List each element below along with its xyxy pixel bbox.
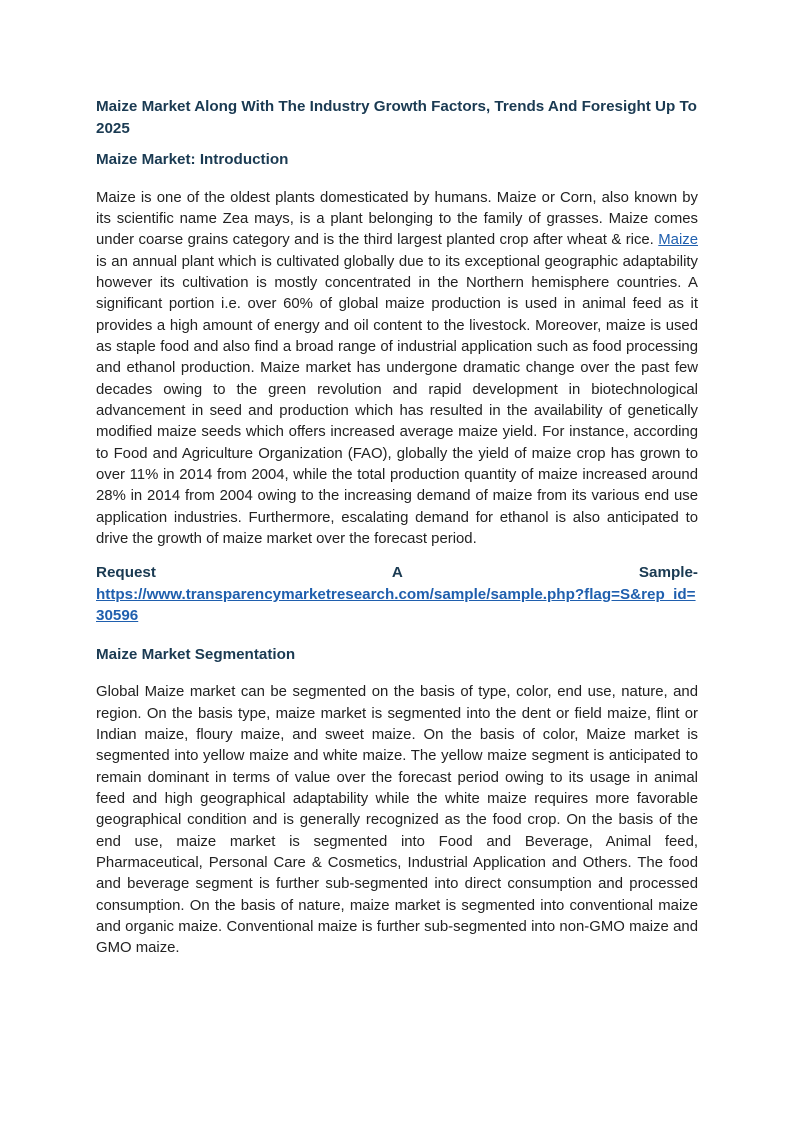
sample-word: Sample-	[638, 564, 698, 582]
document-body	[96, 96, 698, 960]
intro-text-end: is an annual plant which is cultivated globally due to its exceptional geographic adaptability however its cultivation is mostly concentrated in the Northern hemisphere countries. A significant portion i.e. over 60% of global maize production is used in animal feed as it provides a high amount of energy and oil content to the livestock. Moreover, maize is used as staple food and also find a broad range of industrial application such as food processing and ethanol production. Maize market has undergone dramatic change over the past few decades owing to the green revolution and rapid development in biotechnological advancement in seed and production which has resulted in the availability of genetically modified maize seeds which offers increased average maize yield. For instance, according to Food and Agriculture Organization (FAO), globally the yield of maize crop has grown to over 11% in 2014 from 2004, while the total production quantity of maize increased around 28% in 2014 from 2004 owing to the increasing demand of maize from its various end use application industries. Furthermore, escalating demand for ethanol is also anticipated to drive the growth of maize market over the forecast period.	[96, 253, 698, 547]
segmentation-heading: Maize Market Segmentation	[96, 645, 296, 663]
intro-paragraph	[96, 188, 698, 551]
intro-heading: Maize Market: Introduction	[96, 151, 289, 168]
request-sample-block	[96, 562, 698, 627]
sample-request-link[interactable]: https://www.transparencymarketresearch.com/sample/sample.php?flag=S&rep_id=30596	[96, 585, 696, 625]
intro-text-start: Maize is one of the oldest plants domesticated by humans. Maize or Corn, also known by its scientific name Zea mays, is a plant belonging to the family of grasses. Maize comes under coarse grains category and is the third largest planted crop after wheat & rice.	[96, 189, 698, 249]
request-sample-line	[96, 562, 698, 584]
request-word: Request	[96, 564, 156, 582]
segmentation-paragraph: Global Maize market can be segmented on the basis of type, color, end use, nature, and region. On the basis type, maize market is segmented into the dent or field maize, flint or Indian maize, floury maize, and sweet maize. On the basis of color, Maize market is segmented into yellow maize and white maize. The yellow maize segment is anticipated to remain dominant in terms of value over the forecast period owing to its usage in animal feed and high geographical adaptability while the white maize requires more favorable geographical condition and is generally recognized as the food crop. On the basis of the end use, maize market is segmented into Food and Beverage, Animal feed, Pharmaceutical, Personal Care & Cosmetics, Industrial Application and Others. The food and beverage segment is further sub-segmented into direct consumption and processed consumption. On the basis of nature, maize market is segmented into conventional maize and organic maize. Conventional maize is further sub-segmented into non-GMO maize and GMO maize.	[96, 684, 698, 957]
document-title: Maize Market Along With The Industry Growth Factors, Trends And Foresight Up To 2025	[96, 98, 697, 137]
a-word: A	[391, 564, 403, 582]
maize-link[interactable]: Maize	[658, 232, 698, 249]
